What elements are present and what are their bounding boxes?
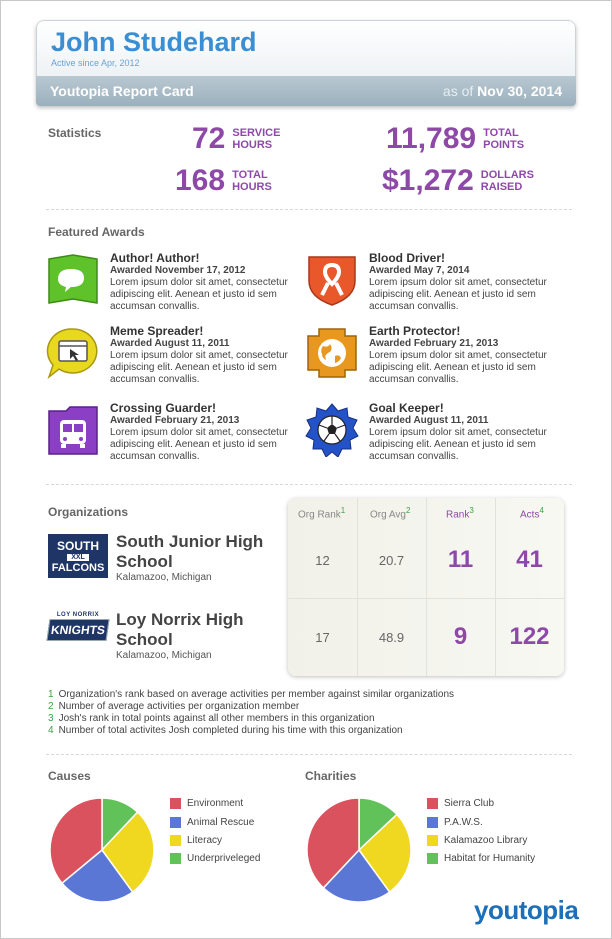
stat-service-hours xyxy=(192,124,292,154)
rank-value: 11 xyxy=(447,546,474,573)
report-title: Youtopia Report Card xyxy=(50,83,194,99)
award-goal-keeper xyxy=(305,401,555,465)
as-of xyxy=(443,83,562,99)
stat-label: SERVICE HOURS xyxy=(232,127,281,151)
legend-swatch xyxy=(427,798,438,809)
browser-bubble-icon xyxy=(46,326,100,380)
bus-folder-icon xyxy=(46,403,100,457)
legend-item: Animal Rescue xyxy=(170,817,254,828)
award-date: Awarded November 17, 2012 xyxy=(110,265,246,276)
org-location: Kalamazoo, Michigan xyxy=(116,650,212,661)
stat-dollars-raised xyxy=(382,166,541,196)
award-date: Awarded August 11, 2011 xyxy=(110,338,230,349)
award-text xyxy=(110,324,296,386)
logo-text: SOUTH xyxy=(57,539,99,553)
award-name: Goal Keeper! xyxy=(369,401,444,415)
award-desc: Lorem ipsum dolor sit amet, consectetur adipiscing elit. Aenean et justo id sem accumsan convallis. xyxy=(369,350,547,385)
legend-swatch xyxy=(170,835,181,846)
legend-swatch xyxy=(427,853,438,864)
award-earth-protector xyxy=(305,324,555,388)
footnote: 1 Organization's rank based on average activities per member against similar organizations xyxy=(48,689,455,700)
acts-header: Acts$^4$ xyxy=(520,506,544,521)
as-of-label: as of xyxy=(442,83,474,99)
rank-header: Rank$^3$ xyxy=(446,506,474,521)
legend-item: Environment xyxy=(170,798,243,809)
acts-value: 41 xyxy=(516,546,543,573)
statistics-title: Statistics xyxy=(48,126,102,140)
charities-pie-chart xyxy=(305,796,413,904)
award-text xyxy=(369,251,555,313)
header-top xyxy=(36,20,576,76)
as-of-date: Nov 30, 2014 xyxy=(477,83,562,99)
org-logo-loy-norrix-knights xyxy=(48,612,108,648)
footnote: 4 Number of total activites Josh completed during his time with this organization xyxy=(48,725,403,736)
stat-value: $1,272 xyxy=(382,164,474,197)
award-blood-driver xyxy=(305,251,555,315)
legend-item: Kalamazoo Library xyxy=(427,835,527,846)
stat-label: TOTAL POINTS xyxy=(483,127,525,151)
charities-title: Charities xyxy=(305,769,357,783)
award-name: Earth Protector! xyxy=(369,324,461,338)
award-author xyxy=(46,251,296,315)
award-meme-spreader xyxy=(46,324,296,388)
stat-label: DOLLARS RAISED xyxy=(480,169,534,193)
award-text xyxy=(369,324,555,386)
stat-total-points xyxy=(386,124,543,154)
divider xyxy=(46,484,572,485)
acts-value: 122 xyxy=(509,623,550,650)
youtopia-logo[interactable]: youtopia xyxy=(474,895,579,925)
award-name: Blood Driver! xyxy=(369,251,446,265)
org-rank-header: Org Rank$^1$ xyxy=(298,506,346,521)
legend-swatch xyxy=(427,817,438,828)
stat-total-hours xyxy=(175,166,292,196)
org-avg-value: 48.9 xyxy=(378,630,405,645)
legend-item: Literacy xyxy=(170,835,222,846)
legend-item: Habitat for Humanity xyxy=(427,853,535,864)
legend-item: Sierra Club xyxy=(427,798,494,809)
org-avg-header: Org Avg$^2$ xyxy=(370,506,411,521)
org-rank-value: 12 xyxy=(315,553,330,568)
award-name: Crossing Guarder! xyxy=(110,401,217,415)
globe-icon xyxy=(305,326,359,380)
member-name: John Studehard xyxy=(51,27,257,57)
column-separator xyxy=(357,498,358,676)
awards-title: Featured Awards xyxy=(48,225,145,239)
logo-text: FALCONS xyxy=(51,562,105,574)
org-name: Loy Norrix High School xyxy=(116,610,244,649)
stat-label: TOTAL HOURS xyxy=(232,169,272,193)
award-desc: Lorem ipsum dolor sit amet, consectetur adipiscing elit. Aenean et justo id sem accumsan convallis. xyxy=(369,427,547,462)
award-date: Awarded February 21, 2013 xyxy=(110,415,240,426)
award-date: Awarded May 7, 2014 xyxy=(369,265,470,276)
legend-item: Underpriveleged xyxy=(170,853,260,864)
header-bar xyxy=(36,76,576,106)
logo-text: KNIGHTS xyxy=(46,619,109,641)
organizations-title: Organizations xyxy=(48,505,129,519)
soccer-ball-icon xyxy=(305,403,359,457)
org-location: Kalamazoo, Michigan xyxy=(116,572,212,583)
award-text xyxy=(369,401,555,463)
divider xyxy=(46,209,572,210)
award-name: Meme Spreader! xyxy=(110,324,204,338)
org-avg-value: 20.7 xyxy=(378,553,405,568)
award-date: Awarded August 11, 2011 xyxy=(369,415,489,426)
rank-value: 9 xyxy=(453,623,468,650)
legend-swatch xyxy=(170,853,181,864)
legend-item: P.A.W.S. xyxy=(427,817,483,828)
award-desc: Lorem ipsum dolor sit amet, consectetur adipiscing elit. Aenean et justo id sem accumsan convallis. xyxy=(110,277,288,312)
logo-text: XXL xyxy=(67,554,89,561)
stat-value: 72 xyxy=(192,122,226,155)
stat-value: 168 xyxy=(175,164,226,197)
org-logo-south-falcons xyxy=(48,534,108,578)
active-since: Active since Apr, 2012 xyxy=(51,58,140,68)
award-desc: Lorem ipsum dolor sit amet, consectetur adipiscing elit. Aenean et justo id sem accumsan convallis. xyxy=(110,427,288,462)
award-crossing-guarder xyxy=(46,401,296,465)
award-text xyxy=(110,251,296,313)
award-desc: Lorem ipsum dolor sit amet, consectetur adipiscing elit. Aenean et justo id sem accumsan convallis. xyxy=(110,350,288,385)
legend-swatch xyxy=(427,835,438,846)
award-name: Author! Author! xyxy=(110,251,200,265)
legend-swatch xyxy=(170,817,181,828)
causes-pie-chart xyxy=(48,796,156,904)
legend-swatch xyxy=(170,798,181,809)
award-date: Awarded February 21, 2013 xyxy=(369,338,499,349)
ribbon-shield-icon xyxy=(305,253,359,307)
divider xyxy=(46,754,572,755)
footnote: 3 Josh's rank in total points against all other members in this organization xyxy=(48,713,375,724)
award-desc: Lorem ipsum dolor sit amet, consectetur adipiscing elit. Aenean et justo id sem accumsan convallis. xyxy=(369,277,547,312)
award-text xyxy=(110,401,296,463)
row-separator xyxy=(288,598,564,599)
footnote: 2 Number of average activities per organization member xyxy=(48,701,300,712)
causes-title: Causes xyxy=(48,769,91,783)
logo-text: LOY NORRIX xyxy=(56,612,100,618)
org-rank-value: 17 xyxy=(315,630,330,645)
stat-value: 11,789 xyxy=(386,122,477,155)
report-header xyxy=(36,20,576,106)
speech-bubble-icon xyxy=(46,253,100,307)
org-name: South Junior High School xyxy=(116,532,264,571)
